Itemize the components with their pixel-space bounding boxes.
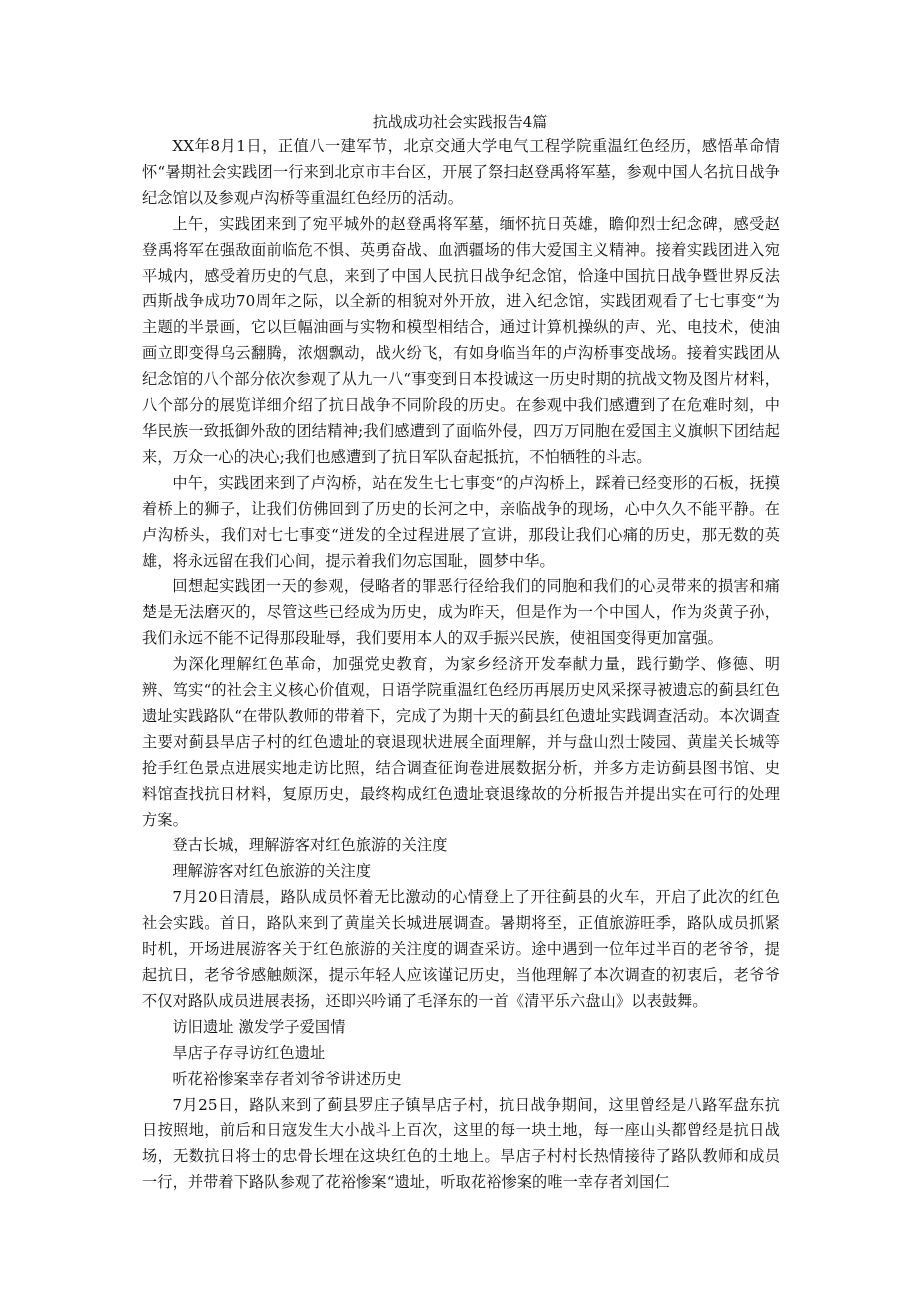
- section-subheading: 理解游客对红色旅游的关注度: [172, 862, 372, 881]
- section-subheading: 听花裕惨案幸存者刘爷爷讲述历史: [172, 1069, 402, 1088]
- paragraph: 为深化理解红色革命，加强党史教育，为家乡经济开发奉献力量，践行勤学、修德、明辨、笃实“的社会主义核心价值观，日语学院重温红色经历再展历史风采探寻被遗忘的蓟县红色遗址实践路队“在带队教师的带着下，完成了为期十天的蓟县红色遗址实践调查活动。本次调查主要对蓟县旱店子村的红色遗址的衰退现状进展全面理解，并与盘山烈士陵园、黄崖关长城等抢手红色景点进展实地走访比照，结合调查征询卷进展数据分析，并多方走访蓟县图书馆、史料馆查找抗日材料，复原历史，最终构成红色遗址衰退缘故的分析报告并提出实在可行的处理方案。: [142, 655, 780, 829]
- paragraph: 上午，实践团来到了宛平城外的赵登禹将军墓，缅怀抗日英雄，瞻仰烈士纪念碑，感受赵登禹将军在强敌面前临危不惧、英勇奋战、血洒疆场的伟大爱国主义精神。接着实践团进入宛平城内，感受着历史的气息，来到了中国人民抗日战争纪念馆，恰逢中国抗日战争暨世界反法西斯战争成功70周年之际，以全新的相貌对外开放，进入纪念馆，实践团观看了七七事变“为主题的半景画，它以巨幅油画与实物和模型相结合，通过计算机操纵的声、光、电技术，使油画立即变得乌云翻腾，浓烟飘动，战火纷飞，有如身临当年的卢沟桥事变战场。接着实践团从纪念馆的八个部分依次参观了从九一八“事变到日本投诚这一历史时期的抗战文物及图片材料，八个部分的展览详细介绍了抗日战争不同阶段的历史。在参观中我们感遭到了在危难时刻，中华民族一致抵御外敌的团结精神;我们感遭到了面临外侵，四万万同胞在爱国主义旗帜下团结起来，万众一心的决心;我们也感遭到了抗日军队奋起抵抗，不怕牺牲的斗志。: [142, 214, 780, 466]
- paragraph: 7月25日，路队来到了蓟县罗庄子镇旱店子村，抗日战争期间，这里曾经是八路军盘东抗日按照地，前后和日寇发生大小战斗上百次，这里的每一块土地，每一座山头都曾经是抗日战场，无数抗日将士的忠骨长埋在这块红色的土地上。旱店子村村长热情接待了路队教师和成员一行，并带着下路队参观了花裕惨案“遗址，听取花裕惨案的唯一幸存者刘国仁: [142, 1095, 780, 1192]
- document-body: [142, 134, 780, 1196]
- section-heading: 访旧遗址 激发学子爱国情: [172, 1017, 346, 1036]
- paragraph: 7月20日清晨，路队成员怀着无比激动的心情登上了开往蓟县的火车，开启了此次的红色社会实践。首日，路队来到了黄崖关长城进展调查。暑期将至，正值旅游旺季，路队成员抓紧时机，开场进展游客关于红色旅游的关注度的调查采访。途中遇到一位年过半百的老爷爷，提起抗日，老爷爷感触颇深，提示年轻人应该谨记历史，当他理解了本次调查的初衷后，老爷爷不仅对路队成员进展表扬，还即兴吟诵了毛泽东的一首《清平乐六盘山》以表鼓舞。: [142, 888, 780, 1010]
- section-subheading: 旱店子存寻访红色遗址: [172, 1043, 326, 1062]
- section-heading: 登古长城，理解游客对红色旅游的关注度: [172, 836, 448, 855]
- paragraph: XX年8月1日，正值八一建军节，北京交通大学电气工程学院重温红色经历，感悟革命情怀“暑期社会实践团一行来到北京市丰台区，开展了祭扫赵登禹将军墓，参观中国人名抗日战争纪念馆以及参观卢沟桥等重温红色经历的活动。: [142, 137, 780, 207]
- paragraph: 中午，实践团来到了卢沟桥，站在发生七七事变“的卢沟桥上，踩着已经变形的石板，抚摸着桥上的狮子，让我们仿佛回到了历史的长河之中，亲临战争的现场，心中久久不能平静。在卢沟桥头，我们对七七事变“迸发的全过程进展了宣讲，那段让我们心痛的历史，那无数的英雄，将永远留在我们心间，提示着我们勿忘国耻，圆梦中华。: [142, 473, 780, 570]
- paragraph: 回想起实践团一天的参观，侵略者的罪恶行径给我们的同胞和我们的心灵带来的损害和痛楚是无法磨灭的，尽管这些已经成为历史，成为昨天，但是作为一个中国人，作为炎黄子孙，我们永远不能不记得那段耻辱，我们要用本人的双手振兴民族，使祖国变得更加富强。: [142, 577, 780, 648]
- document-title: 抗战成功社会实践报告4篇: [372, 113, 548, 131]
